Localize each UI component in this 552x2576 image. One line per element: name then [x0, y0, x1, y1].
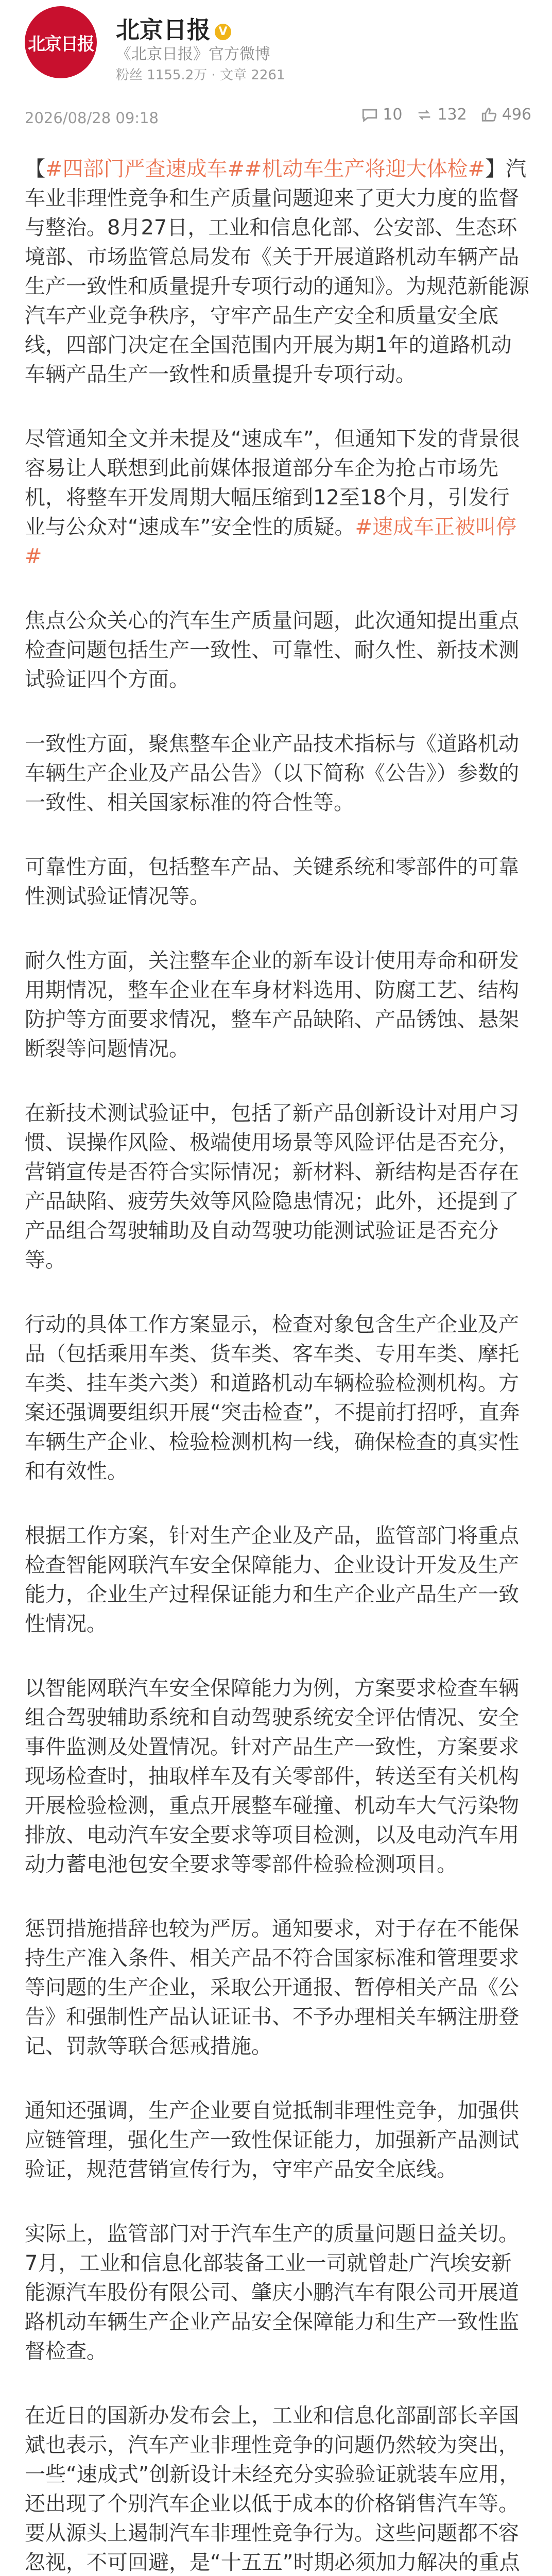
paragraph-6: 耐久性方面，关注整车企业的新车设计使用寿命和研发用期情况，整车企业在车身材料选用、防腐工艺、结构防护等方面要求情况，整车产品缺陷、产品锈蚀、悬架断裂等问题情况。 [25, 949, 519, 1061]
paragraph-1: 【#四部门严查速成车##机动车生产将迎大体检#】汽车业非理性竞争和生产质量问题迎来了更大力度的监督与整治。8月27日，工业和信息化部、公安部、生态环境部、市场监管总局发布《关于开展道路机动车辆产品生产一致性和质量提升专项行动的通知》。为规范新能源汽车产业竞争秩序，守牢产品生产安全和质量安全底线，四部门决定在全国范围内开展为期1年的道路机动车辆产品生产一致性和质量提升专项行动。 [25, 157, 529, 386]
hashtag-link[interactable]: #四部门严查速成车# [45, 157, 245, 181]
paragraph-10: 以智能网联汽车安全保障能力为例，方案要求检查车辆组合驾驶辅助系统和自动驾驶系统安全评估情况、安全事件监测及处置情况。针对产品生产一致性，方案要求现场检查时，抽取样车及有关零部件，转送至有关机构开展检验检测，重点开展整车碰撞、机动车大气污染物排放、电动汽车安全要求等项目检测，以及电动汽车用动力蓄电池包安全要求等零部件检验检测项目。 [25, 1676, 519, 1876]
hashtag-link[interactable]: #速成车正被叫停# [25, 515, 516, 568]
comment-button[interactable]: 10 [361, 106, 402, 124]
paragraph-5: 可靠性方面，包括整车产品、关键系统和零部件的可靠性测试验证情况等。 [25, 855, 519, 908]
paragraph-2 [25, 425, 529, 571]
repost-icon [416, 106, 433, 124]
paragraph-text: 汽车业非理性竞争和生产质量问题迎来了更大力度的监督与整治。8月27日，工业和信息化部、公安部、生态环境部、市场监管总局发布《关于开展道路机动车辆产品生产一致性和质量提升专项行动的通知》。为规范新能源汽车产业竞争秩序，守牢产品生产安全和质量安全底线，四部门决定在全国范围内开展为期1年的道路机动车辆产品生产一致性和质量提升专项行动。 [25, 157, 529, 386]
like-button[interactable]: 496 [480, 106, 531, 124]
comment-icon [361, 106, 378, 124]
account-source: 《北京日报》官方微博 [116, 45, 270, 63]
verified-icon: V [215, 24, 231, 40]
post-header [0, 0, 552, 155]
like-icon [480, 106, 498, 124]
post-timestamp: 2026/08/28 09:18 [25, 109, 159, 127]
hashtag-link[interactable]: #机动车生产将迎大体检# [245, 157, 486, 181]
paragraph-14 [25, 2401, 529, 2576]
post-stats [361, 106, 531, 124]
paragraph-12: 通知还强调，生产企业要自觉抵制非理性竞争，加强供应链管理，强化生产一致性保证能力，加强新产品测试验证，规范营销宣传行为，守牢产品安全底线。 [25, 2099, 519, 2181]
paragraph-11: 惩罚措施措辞也较为严厉。通知要求，对于存在不能保持生产准入条件、相关产品不符合国家标准和管理要求等问题的生产企业，采取公开通报、暂停相关产品《公告》和强制性产品认证证书、不予办理相关车辆注册登记、罚款等联合惩戒措施。 [25, 1917, 519, 2058]
paragraph-7: 在新技术测试验证中，包括了新产品创新设计对用户习惯、误操作风险、极端使用场景等风险评估是否充分，营销宣传是否符合实际情况；新材料、新结构是否存在产品缺陷、疲劳失效等风险隐患情况；此外，还提到了产品组合驾驶辅助及自动驾驶功能测试验证是否充分等。 [25, 1101, 519, 1272]
avatar[interactable]: 北京日报 [25, 6, 97, 78]
paragraph-13: 实际上，监管部门对于汽车生产的质量问题日益关切。7月，工业和信息化部装备工业一司就曾赴广汽埃安新能源汽车股份有限公司、肇庆小鹏汽车有限公司开展道路机动车辆生产企业产品安全保障能力和生产一致性监督检查。 [25, 2222, 519, 2363]
repost-button[interactable]: 132 [416, 106, 467, 124]
paragraph-4: 一致性方面，聚焦整车企业产品技术指标与《道路机动车辆生产企业及产品公告》（以下简称《公告》）参数的一致性、相关国家标准的符合性等。 [25, 732, 519, 815]
paragraph-text: 在近日的国新办发布会上，工业和信息化部副部长辛国斌也表示，汽车产业非理性竞争的问题仍然较为突出，一些“速成式”创新设计未经充分实验验证就装车应用，还出现了个别汽车企业以低于成本的价格销售汽车等。要从源头上遏制汽车非理性竞争行为。这些问题都不容忽视，不可回避，是“十五五”时期必须加力解决的重点 [25, 2404, 520, 2574]
paragraph-8: 行动的具体工作方案显示，检查对象包含生产企业及产品（包括乘用车类、货车类、客车类、专用车类、摩托车类、挂车类六类）和道路机动车辆检验检测机构。方案还强调要组织开展“突击检查”，不提前打招呼，直奔车辆生产企业、检验检测机构一线，确保检查的真实性和有效性。 [25, 1313, 520, 1483]
account-followers: 粉丝 1155.2万 · 文章 2261 [116, 67, 285, 83]
post-body [25, 155, 529, 2576]
paragraph-text: 尽管通知全文并未提及“速成车”，但通知下发的背景很容易让人联想到此前媒体报道部分车企为抢占市场先机，将整车开发周期大幅压缩到12至18个月，引发行业与公众对“速成车”安全性的质疑。 [25, 427, 520, 539]
paragraph-9: 根据工作方案，针对生产企业及产品，监管部门将重点检查智能网联汽车安全保障能力、企业设计开发及生产能力，企业生产过程保证能力和生产企业产品生产一致性情况。 [25, 1524, 519, 1636]
account-name[interactable]: 北京日报 V [116, 11, 231, 45]
paragraph-3: 焦点公众关心的汽车生产质量问题，此次通知提出重点检查问题包括生产一致性、可靠性、耐久性、新技术测试验证四个方面。 [25, 609, 519, 691]
